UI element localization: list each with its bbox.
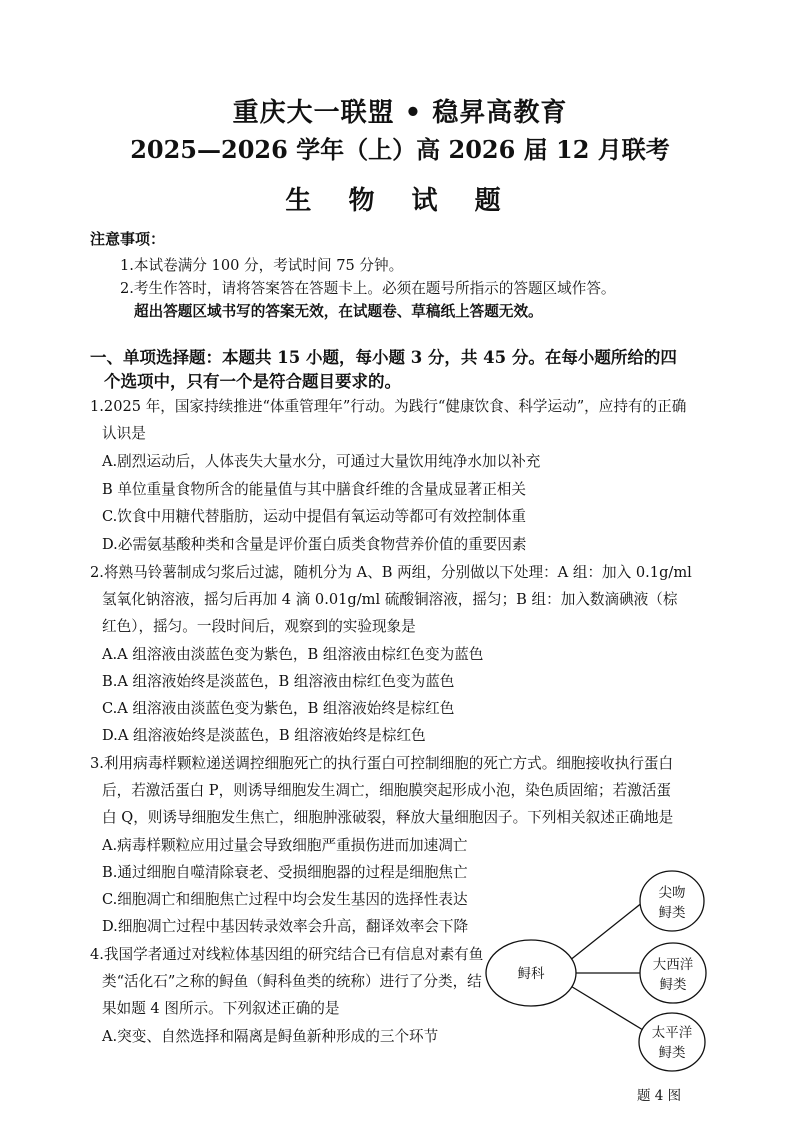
notes-heading: 注意事项： [90,230,166,248]
q2-stem-line2: 氢氧化钠溶液，摇匀后再加 4 滴 0.01g/ml 硫酸铜溶液，摇匀；B 组：加入数滴碘液（棕 [102,591,678,608]
exam-title-org: 重庆大一联盟 • 稳昇高教育 [232,98,568,128]
branch-node-1-circle [640,871,704,931]
notes-item-2: 2.考生作答时，请将答案答在答题卡上。必须在题号所指示的答题区域作答。 [120,280,616,297]
q4-option-a: A.突变、自然选择和隔离是鲟鱼新种形成的三个环节 [102,1028,439,1045]
q1-stem-line1: 1.2025 年，国家持续推进“体重管理年”行动。为践行“健康饮食、科学运动”，应持有的正确 [90,398,687,415]
q2-stem-line1: 2.将熟马铃薯制成匀浆后过滤，随机分为 A、B 两组，分别做以下处理：A 组：加入 0.1g/ml [90,564,692,581]
q3-stem-line1: 3.利用病毒样颗粒递送调控细胞死亡的执行蛋白可控制细胞的死亡方式。细胞接收执行蛋白 [90,755,674,772]
notes-item-1: 1.本试卷满分 100 分，考试时间 75 分钟。 [120,257,404,274]
center-node-label: 鲟科 [517,966,545,982]
branch-line-3 [569,985,643,1030]
q3-option-c: C.细胞凋亡和细胞焦亡过程中均会发生基因的选择性表达 [102,891,468,908]
q2-option-c: C.A 组溶液由淡蓝色变为紫色，B 组溶液始终是棕红色 [102,700,455,717]
q1-option-b: B 单位重量食物所含的能量值与其中膳食纤维的含量成显著正相关 [102,481,526,498]
q1-option-d: D.必需氨基酸种类和含量是评价蛋白质类食物营养价值的重要因素 [102,536,527,553]
notes-item-2-bold: 超出答题区域书写的答案无效，在试题卷、草稿纸上答题无效。 [134,303,543,320]
branch-node-1-line1: 尖吻 [658,885,686,901]
q4-stem-line2: 类“活化石”之称的鲟鱼（鲟科鱼类的统称）进行了分类，结 [102,973,482,990]
branch-node-2-line2: 鲟类 [659,977,687,993]
q2-option-b: B.A 组溶液始终是淡蓝色，B 组溶液由棕红色变为蓝色 [102,673,455,690]
q3-stem-line2: 后，若激活蛋白 P，则诱导细胞发生凋亡，细胞膜突起形成小泡，染色质固缩；若激活蛋 [102,782,672,799]
branch-node-1-line2: 鲟类 [658,905,686,921]
q4-stem-line3: 果如题 4 图所示。下列叙述正确的是 [102,1000,340,1017]
section-heading-line2: 个选项中，只有一个是符合题目要求的。 [104,372,401,391]
q1-option-c: C.饮食中用糖代替脂肪，运动中提倡有氧运动等都可有效控制体重 [102,508,526,525]
q2-option-a: A.A 组溶液由淡蓝色变为紫色，B 组溶液由棕红色变为蓝色 [102,646,484,663]
exam-title-subject: 生 物 试 题 [285,186,515,216]
q2-option-d: D.A 组溶液始终是淡蓝色，B 组溶液始终是棕红色 [102,727,426,744]
branch-node-3-line1: 太平洋 [651,1025,693,1041]
q1-option-a: A.剧烈运动后，人体丧失大量水分，可通过大量饮用纯净水加以补充 [102,453,541,470]
q3-option-d: D.细胞凋亡过程中基因转录效率会升高，翻译效率会下降 [102,918,469,935]
section-heading-line1: 一、单项选择题：本题共 15 小题，每小题 3 分，共 45 分。在每小题所给的四 [90,348,677,367]
q3-option-a: A.病毒样颗粒应用过量会导致细胞严重损伤进而加速凋亡 [102,837,468,854]
q3-option-b: B.通过细胞自噬清除衰老、受损细胞器的过程是细胞焦亡 [102,864,468,881]
q1-stem-line2: 认识是 [102,425,146,442]
q3-stem-line3: 白 Q，则诱导细胞发生焦亡，细胞肿涨破裂，释放大量细胞因子。下列相关叙述正确地是 [102,809,674,826]
exam-title-term: 2025—2026 学年（上）高 2026 届 12 月联考 [130,135,670,164]
q2-stem-line3: 红色），摇匀。一段时间后，观察到的实验现象是 [102,618,416,635]
branch-node-3-line2: 鲟类 [658,1045,686,1061]
branch-node-3-circle [639,1013,705,1071]
branch-line-1 [569,902,643,961]
q4-stem-line1: 4.我国学者通过对线粒体基因组的研究结合已有信息对素有鱼 [90,946,484,963]
figure-caption: 题 4 图 [637,1088,682,1104]
sturgeon-classification-diagram [480,862,720,1072]
branch-node-2-line1: 大西洋 [652,957,694,973]
branch-node-2-circle [640,943,706,1003]
